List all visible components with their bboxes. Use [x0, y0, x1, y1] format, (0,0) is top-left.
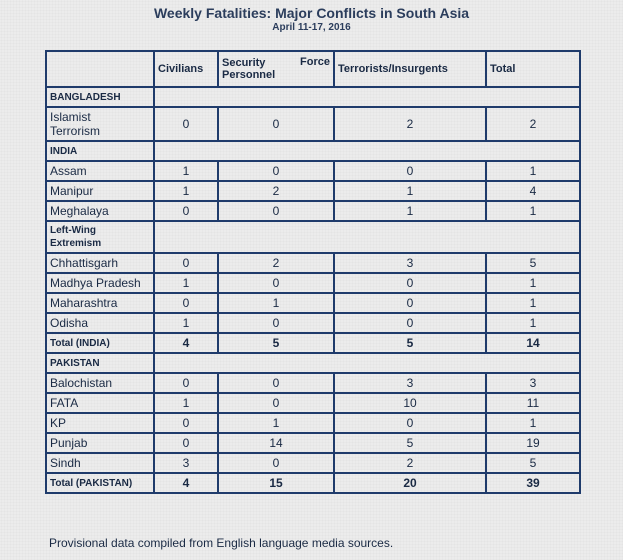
total-cell: 14	[486, 333, 580, 353]
terrorists-cell: 0	[334, 293, 486, 313]
terrorists-cell: 0	[334, 413, 486, 433]
row-label: Punjab	[46, 433, 154, 453]
section-label: Left-Wing Extremism	[46, 221, 154, 253]
header-security-word: Security	[222, 57, 266, 69]
terrorists-cell: 5	[334, 433, 486, 453]
row-label: Balochistan	[46, 373, 154, 393]
header-civilians: Civilians	[154, 51, 218, 87]
terrorists-cell: 0	[334, 313, 486, 333]
security-cell: 0	[218, 373, 334, 393]
section-label: PAKISTAN	[46, 353, 154, 373]
row-label: Total (PAKISTAN)	[46, 473, 154, 493]
fatalities-table	[45, 50, 581, 494]
security-cell: 0	[218, 273, 334, 293]
civilians-cell: 0	[154, 373, 218, 393]
security-cell: 1	[218, 293, 334, 313]
security-cell: 0	[218, 161, 334, 181]
terrorists-cell: 0	[334, 273, 486, 293]
civilians-cell: 4	[154, 473, 218, 493]
table-row	[46, 181, 580, 201]
header-terrorists-insurgents: Terrorists/Insurgents	[334, 51, 486, 87]
table-row	[46, 413, 580, 433]
security-cell: 0	[218, 393, 334, 413]
table-row	[46, 253, 580, 273]
total-cell: 1	[486, 313, 580, 333]
total-cell: 11	[486, 393, 580, 413]
row-label: Assam	[46, 161, 154, 181]
total-row-india	[46, 333, 580, 353]
terrorists-cell: 1	[334, 181, 486, 201]
security-cell: 15	[218, 473, 334, 493]
civilians-cell: 3	[154, 453, 218, 473]
row-label: Islamist Terrorism	[46, 107, 154, 141]
civilians-cell: 1	[154, 161, 218, 181]
row-label: Total (INDIA)	[46, 333, 154, 353]
row-label: Chhattisgarh	[46, 253, 154, 273]
total-cell: 5	[486, 253, 580, 273]
civilians-cell: 1	[154, 181, 218, 201]
civilians-cell: 0	[154, 201, 218, 221]
security-cell: 14	[218, 433, 334, 453]
page-subtitle: April 11-17, 2016	[272, 22, 351, 33]
total-cell: 1	[486, 161, 580, 181]
security-cell: 1	[218, 413, 334, 433]
civilians-cell: 0	[154, 433, 218, 453]
total-cell: 5	[486, 453, 580, 473]
page-title: Weekly Fatalities: Major Conflicts in South Asia	[153, 5, 470, 21]
security-cell: 0	[218, 453, 334, 473]
terrorists-cell: 1	[334, 201, 486, 221]
header-row	[46, 51, 580, 87]
section-label: BANGLADESH	[46, 87, 154, 107]
table-row	[46, 161, 580, 181]
terrorists-cell: 10	[334, 393, 486, 413]
civilians-cell: 0	[154, 413, 218, 433]
total-cell: 3	[486, 373, 580, 393]
civilians-cell: 0	[154, 293, 218, 313]
header-security-force-personnel	[218, 51, 334, 87]
total-cell: 1	[486, 273, 580, 293]
section-row-pakistan	[46, 353, 580, 373]
row-label: Sindh	[46, 453, 154, 473]
terrorists-cell: 3	[334, 373, 486, 393]
table-row	[46, 453, 580, 473]
table-row	[46, 313, 580, 333]
terrorists-cell: 3	[334, 253, 486, 273]
security-cell: 0	[218, 107, 334, 141]
header-force-word: Force	[300, 56, 330, 68]
total-cell: 39	[486, 473, 580, 493]
section-row-left-wing-extremism	[46, 221, 580, 253]
security-cell: 0	[218, 201, 334, 221]
security-cell: 0	[218, 313, 334, 333]
terrorists-cell: 2	[334, 107, 486, 141]
security-cell: 2	[218, 253, 334, 273]
civilians-cell: 1	[154, 393, 218, 413]
civilians-cell: 1	[154, 273, 218, 293]
header-blank	[46, 51, 154, 87]
row-label: KP	[46, 413, 154, 433]
terrorists-cell: 0	[334, 161, 486, 181]
header-personnel-word: Personnel	[222, 69, 276, 81]
section-row-india	[46, 141, 580, 161]
total-cell: 2	[486, 107, 580, 141]
row-label: Odisha	[46, 313, 154, 333]
civilians-cell: 1	[154, 313, 218, 333]
table-row	[46, 201, 580, 221]
total-row-pakistan	[46, 473, 580, 493]
total-cell: 19	[486, 433, 580, 453]
total-cell: 4	[486, 181, 580, 201]
row-label: FATA	[46, 393, 154, 413]
row-label: Maharashtra	[46, 293, 154, 313]
total-cell: 1	[486, 201, 580, 221]
table-row	[46, 393, 580, 413]
security-cell: 2	[218, 181, 334, 201]
security-cell: 5	[218, 333, 334, 353]
total-cell: 1	[486, 413, 580, 433]
footnote: Provisional data compiled from English language media sources.	[49, 536, 394, 550]
row-label: Manipur	[46, 181, 154, 201]
section-label: INDIA	[46, 141, 154, 161]
terrorists-cell: 5	[334, 333, 486, 353]
table-row	[46, 273, 580, 293]
civilians-cell: 4	[154, 333, 218, 353]
section-row-bangladesh	[46, 87, 580, 107]
table-row	[46, 107, 580, 141]
civilians-cell: 0	[154, 253, 218, 273]
terrorists-cell: 2	[334, 453, 486, 473]
terrorists-cell: 20	[334, 473, 486, 493]
table-row	[46, 433, 580, 453]
civilians-cell: 0	[154, 107, 218, 141]
header-total: Total	[486, 51, 580, 87]
table-row	[46, 293, 580, 313]
table-row	[46, 373, 580, 393]
row-label: Madhya Pradesh	[46, 273, 154, 293]
row-label: Meghalaya	[46, 201, 154, 221]
total-cell: 1	[486, 293, 580, 313]
